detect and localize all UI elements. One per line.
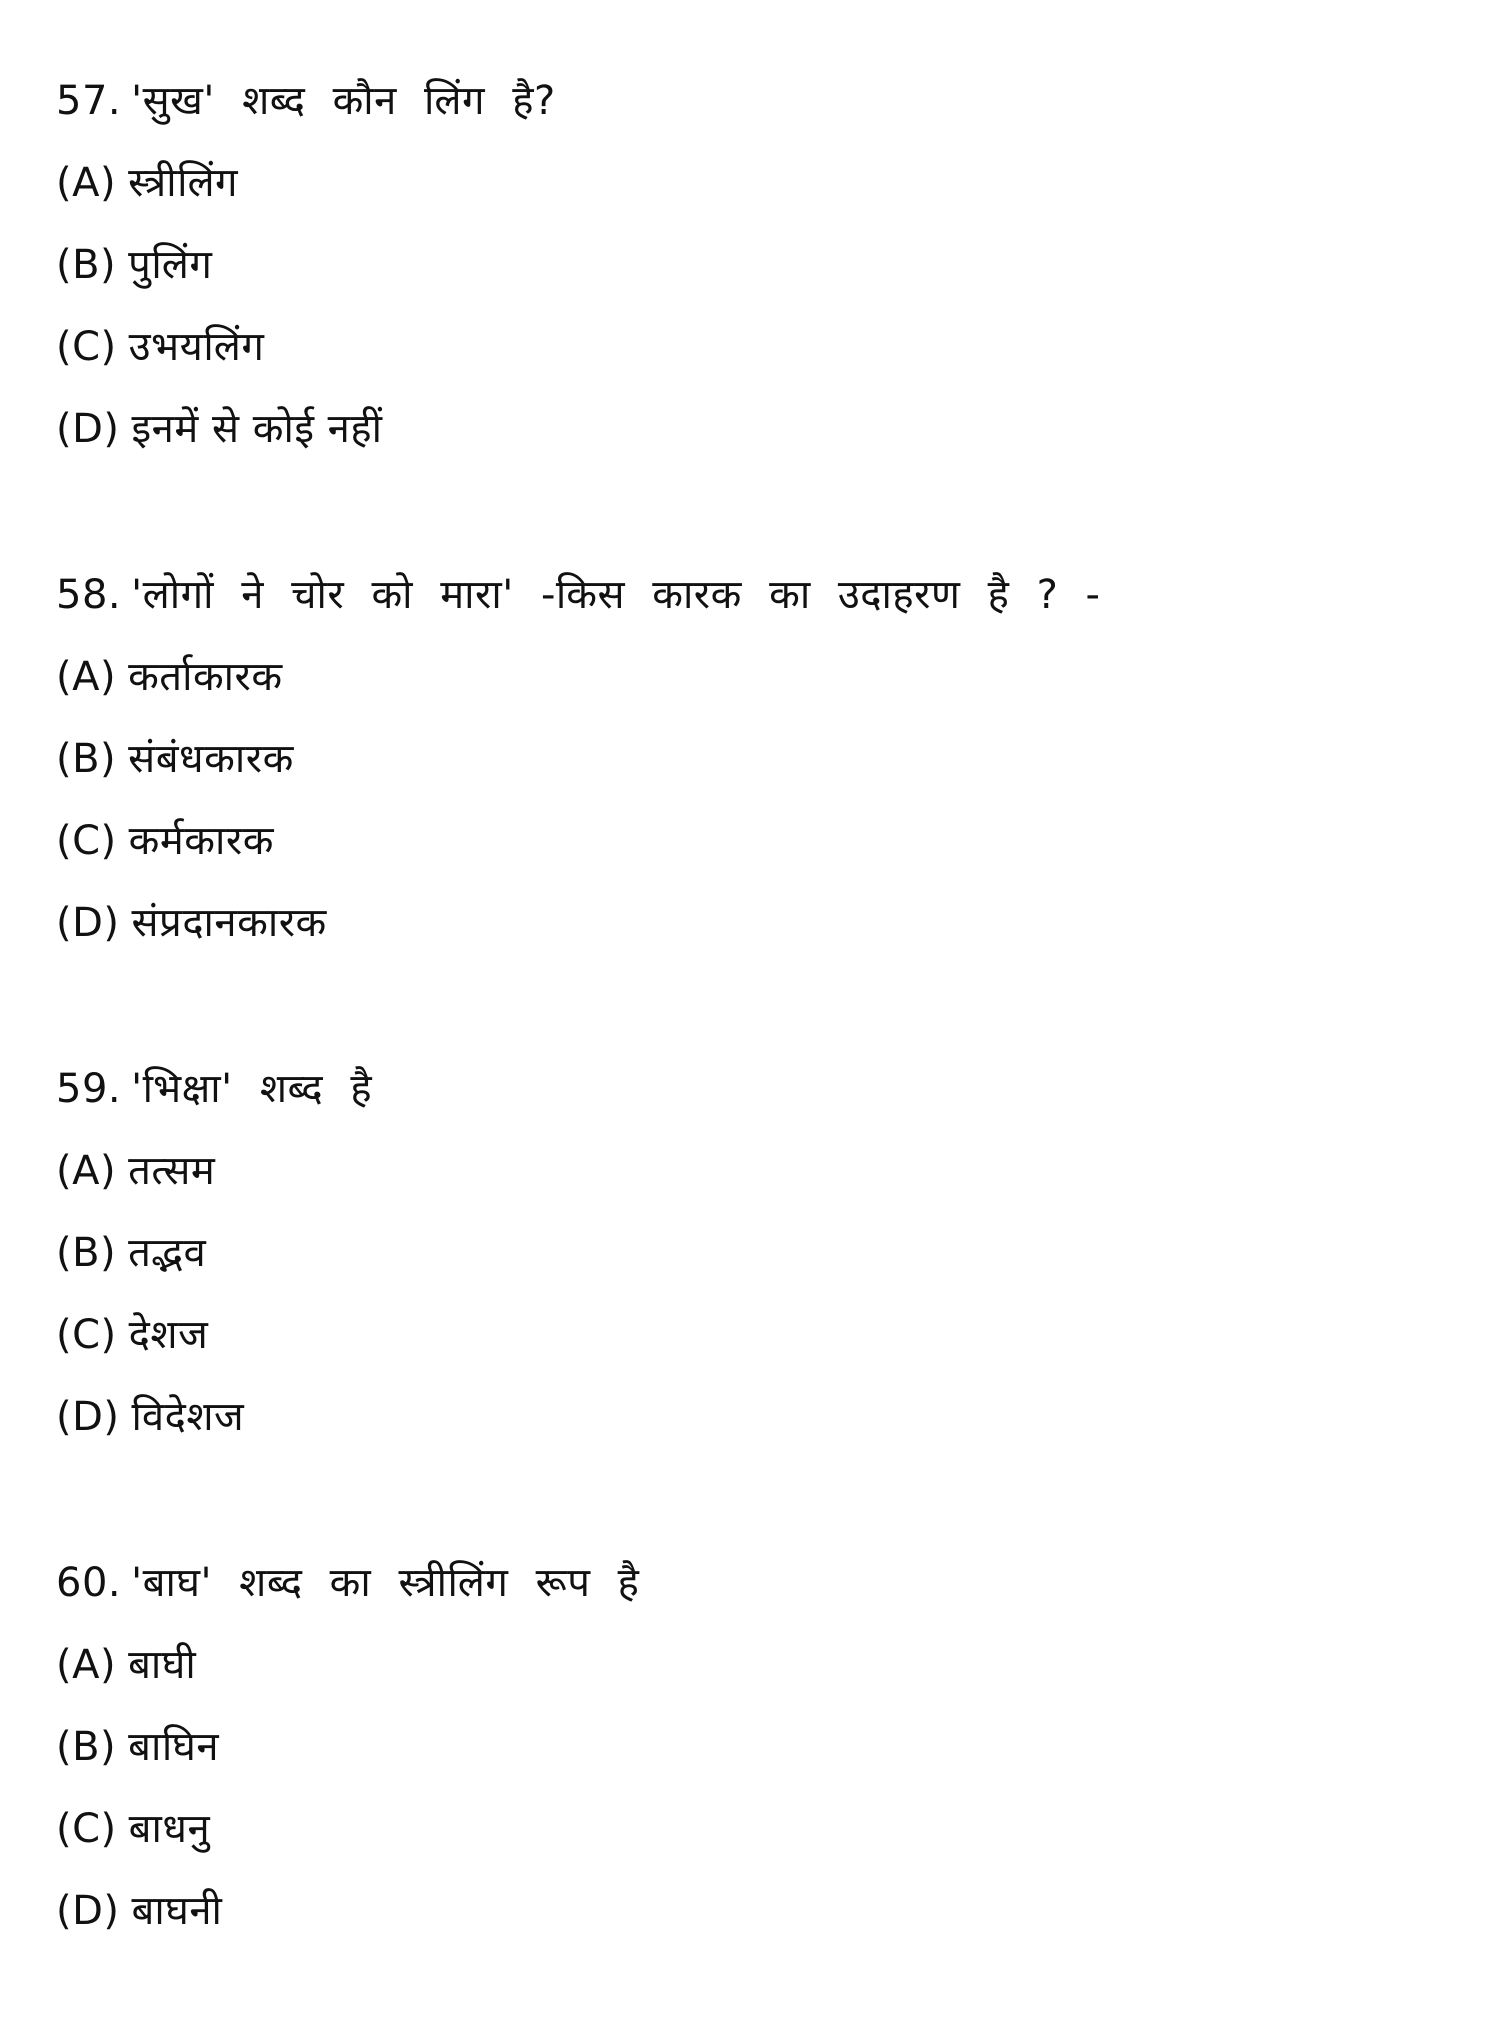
option-text: संप्रदानकारक: [131, 900, 327, 946]
option-key: (A): [56, 1642, 117, 1688]
option-d: [56, 898, 1456, 980]
option-c: [56, 322, 1456, 404]
option-key: (C): [56, 324, 117, 370]
option-text: तत्सम: [128, 1148, 216, 1194]
option-text: बाघनी: [131, 1888, 223, 1934]
option-b: [56, 240, 1456, 322]
question-number: 58.: [56, 572, 122, 618]
question-60: [56, 1558, 1456, 1968]
option-key: (C): [56, 1312, 117, 1358]
option-text: पुलिंग: [128, 242, 213, 288]
option-text: बाधनु: [128, 1806, 211, 1852]
option-key: (D): [56, 1394, 120, 1440]
option-key: (B): [56, 736, 117, 782]
question-59: [56, 1064, 1456, 1474]
option-key: (D): [56, 1888, 120, 1934]
option-text: तद्भव: [128, 1230, 207, 1276]
option-key: (B): [56, 242, 117, 288]
question-text: 'सुख' शब्द कौन लिंग है?: [131, 78, 556, 124]
option-c: [56, 1310, 1456, 1392]
option-text: बाघिन: [128, 1724, 220, 1770]
question-number: 59.: [56, 1066, 122, 1112]
option-text: कर्मकारक: [128, 818, 274, 864]
option-d: [56, 404, 1456, 486]
option-text: कर्ताकारक: [128, 654, 283, 700]
option-a: [56, 158, 1456, 240]
option-key: (C): [56, 818, 117, 864]
option-b: [56, 1722, 1456, 1804]
option-d: [56, 1392, 1456, 1474]
option-key: (D): [56, 406, 120, 452]
option-key: (D): [56, 900, 120, 946]
option-key: (A): [56, 654, 117, 700]
option-key: (A): [56, 160, 117, 206]
option-text: उभयलिंग: [128, 324, 265, 370]
option-text: स्त्रीलिंग: [128, 160, 239, 206]
option-key: (B): [56, 1230, 117, 1276]
question-text: 'बाघ' शब्द का स्त्रीलिंग रूप है: [131, 1560, 640, 1606]
option-text: संबंधकारक: [128, 736, 294, 782]
question-text: 'लोगों ने चोर को मारा' -किस कारक का उदाहरण है ? -: [131, 572, 1101, 618]
question-57: [56, 76, 1456, 486]
question-text: 'भिक्षा' शब्द है: [131, 1066, 373, 1112]
option-a: [56, 652, 1456, 734]
question-58: [56, 570, 1456, 980]
question-stem: [56, 570, 1456, 652]
option-text: बाघी: [128, 1642, 197, 1688]
option-b: [56, 734, 1456, 816]
option-text: विदेशज: [131, 1394, 245, 1440]
option-c: [56, 816, 1456, 898]
option-d: [56, 1886, 1456, 1968]
option-key: (A): [56, 1148, 117, 1194]
question-stem: [56, 1064, 1456, 1146]
option-a: [56, 1640, 1456, 1722]
option-text: इनमें से कोई नहीं: [131, 406, 383, 452]
option-text: देशज: [128, 1312, 209, 1358]
question-stem: [56, 1558, 1456, 1640]
question-stem: [56, 76, 1456, 158]
option-key: (B): [56, 1724, 117, 1770]
option-b: [56, 1228, 1456, 1310]
question-number: 60.: [56, 1560, 122, 1606]
option-key: (C): [56, 1806, 117, 1852]
option-a: [56, 1146, 1456, 1228]
option-c: [56, 1804, 1456, 1886]
question-number: 57.: [56, 78, 122, 124]
